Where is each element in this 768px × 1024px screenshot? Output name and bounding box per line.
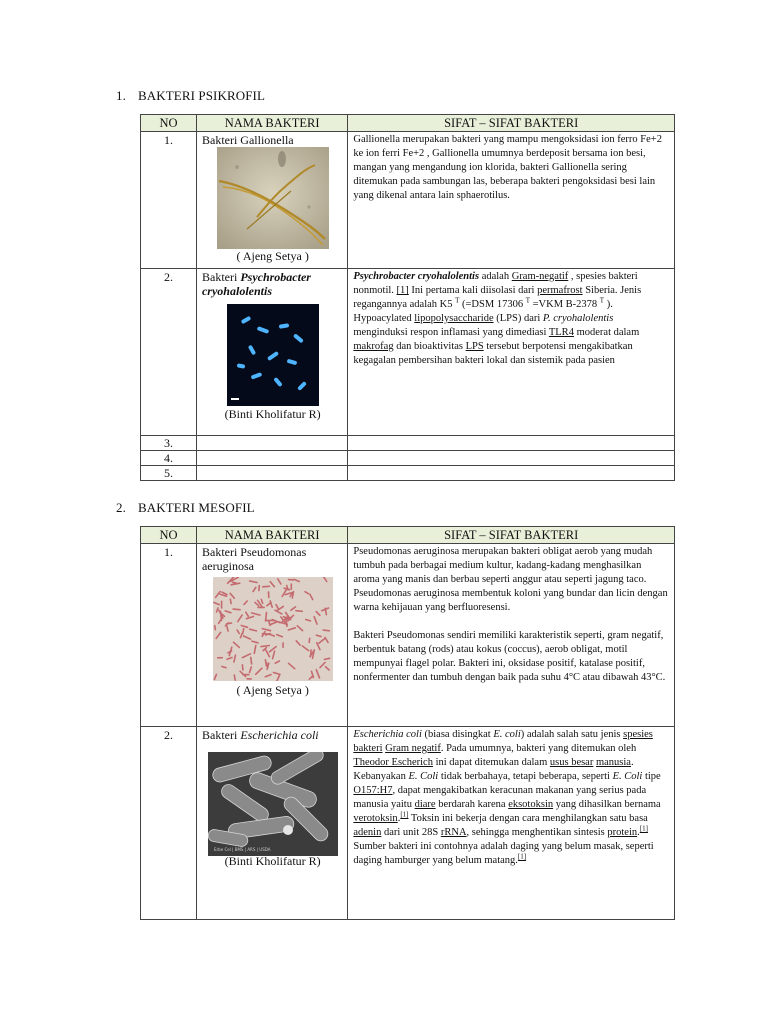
bacteria-name-cell [196,544,347,727]
rod-cell [296,611,302,612]
pseudomonas-micrograph [213,577,333,681]
header-nama-bakteri: NAMA BAKTERI [196,527,347,544]
table-row [141,727,675,920]
row-number: 2. [141,727,197,920]
link-manusia[interactable]: manusia [595,757,631,768]
link-spesies[interactable]: spesies [623,729,653,740]
link-usus-besar[interactable]: usus besar [549,757,594,768]
header-nama-bakteri: NAMA BAKTERI [196,115,347,132]
gallionella-micrograph [217,147,329,249]
empty-cell [196,436,347,451]
section-number: 1. [116,88,126,103]
row-number: 1. [141,132,197,269]
table-row [141,451,675,466]
link-verotoksin[interactable]: verotoksin [353,813,398,824]
bacteria-description: Gallionella merupakan bakteri yang mampu mengoksidasi ion ferro Fe+2 ke ion ferri Fe+2 , Gallionella umumnya berdeposit bersama ion besi, mangan yang mengandung ion klorida, bakteri Gallionella sering ditemukan pada sambungan las, beberapa bakteri pengoksidasi besi lain yang dikenal antara lain sphaerotilus. [348,132,675,269]
section-title: BAKTERI MESOFIL [138,500,255,515]
rod-cell [266,663,267,667]
bacteria-description: Escherichia coli (biasa disingkat E. coli) adalah salah satu jenis spesies bakteri Gram negatif. Pada umumnya, bakteri yang ditemukan oleh Theodor Escherich ini dapat ditemukan dalam usus besar manusia. Kebanyakan E. Coli tidak berbahaya, tetapi beberapa, seperti E. Coli tipe O157:H7, dapat mengakibatkan keracunan makanan yang serius pada manusia yaitu diare berdarah karena eksotoksin yang dihasilkan bernama verotoksin.[1] Toksin ini bekerja dengan cara menghilangkan satu basa adenin dari unit 28S rRNA, sehingga menghentikan sintesis protein.[1] Sumber bakteri ini contohnya adalah daging yang belum masak, seperti daging hamburger yang belum matang.[1] [348,727,675,920]
description-paragraph: Pseudomonas aeruginosa merupakan bakteri obligat aerob yang mudah tumbuh pada berbagai medium kultur, kadang-kadang menghasilkan aroma yang manis dan berbau seperti anggur atau seperti jagung taco. Pseudomonas aeruginosa membentuk koloni yang bundar dan licin dengan warna kehijauan yang berfluoresensi. [353,546,668,613]
link-protein[interactable]: protein [607,827,638,838]
empty-cell [348,466,675,481]
rod-cell [262,634,270,635]
image-credit: ( Ajeng Setya ) [236,683,309,697]
link-eksotoksin[interactable]: eksotoksin [508,799,554,810]
rod-cell [242,629,243,634]
bacteria-name: Bakteri Pseudomonas aeruginosa [201,545,307,573]
header-sifat-bakteri: SIFAT – SIFAT BAKTERI [348,115,675,132]
bacteria-name-cell [196,727,347,920]
section-heading-psikrofil [116,88,265,104]
table-row [141,269,675,436]
table-header-row [141,115,675,132]
rod-cell [233,609,240,610]
header-no: NO [141,527,197,544]
rod-cell [261,646,269,647]
psikrofil-table [140,114,675,481]
section-number: 2. [116,500,126,515]
table-row [141,132,675,269]
empty-cell [196,466,347,481]
link-lps[interactable]: LPS [465,341,484,352]
link-theodor-escherich[interactable]: Theodor Escherich [353,757,433,768]
table-row [141,436,675,451]
bacteria-name-italic: Psychrobacter cryohalolentis [201,270,311,298]
link-gram-negatif[interactable]: Gram negatif [385,743,441,754]
link-gram-negatif[interactable]: Gram-negatif [511,271,569,282]
section-title: BAKTERI PSIKROFIL [138,88,266,103]
row-number: 5. [141,466,197,481]
bacteria-description: Psychrobacter cryohalolentis adalah Gram-negatif , spesies bakteri nonmotil. [1] Ini pertama kali diisolasi dari permafrost Siberia. Jenis regangannya adalah K5 $^T$ (=DSM 17306 $^T$ =VKM B-2378 $^T$ ). Hypoacylated lipopolysaccharide (LPS) dari P. cryohalolentis menginduksi respon inflamasi yang dimediasi TLR4 moderat dalam makrofag dan bioaktivitas LPS tersebut berpotensi mengakibatkan kegagalan pembersihan bakteri lokal dan sistemik pada pasien [348,269,675,436]
psychrobacter-fluorescence-image [227,304,319,406]
row-number: 4. [141,451,197,466]
table-row [141,466,675,481]
table-row [141,544,675,727]
bacteria-name: Bakteri Psychrobacter cryohalolentis [201,270,311,298]
rod-cell [232,582,236,583]
link-diare[interactable]: diare [414,799,436,810]
rod-cell [309,638,310,642]
link-permafrost[interactable]: permafrost [537,285,583,296]
mesofil-table [140,526,675,920]
rod-cell [323,630,329,631]
image-credit: ( Ajeng Setya ) [236,249,309,263]
empty-cell [348,451,675,466]
rod-cell [234,675,235,680]
link-lipopolysaccharide[interactable]: lipopolysaccharide [414,313,494,324]
bacteria-name: Bakteri Gallionella [201,133,294,147]
rod-cell [324,658,329,659]
bacteria-name-cell [196,269,347,436]
row-number: 2. [141,269,197,436]
bacteria-name: Bakteri Escherichia coli [201,728,319,742]
bacteria-name-italic: Escherichia coli [240,728,319,742]
reference-link[interactable]: [1] [517,852,527,861]
rod-cell [265,613,266,622]
empty-cell [196,451,347,466]
reference-link[interactable]: [1] [400,810,409,819]
image-watermark: Erbe Cel | BMS | ARS | USDA [213,847,271,852]
header-no: NO [141,115,197,132]
link-adenin[interactable]: adenin [353,827,382,838]
section-heading-mesofil [116,500,255,516]
rod-cell [262,586,269,587]
row-number: 1. [141,544,197,727]
link-bakteri[interactable]: bakteri [353,743,383,754]
escherichia-coli-sem-image [208,752,338,856]
table-header-row [141,527,675,544]
link-tlr4[interactable]: TLR4 [548,327,574,338]
description-paragraph: Bakteri Pseudomonas sendiri memiliki karakteristik seperti, gram negatif, berbentuk batang (rods) atau kokus (coccus), aerob obligat, motil mempunyai flagel polar. Bakteri ini, oksidase positif, katalase positif, nonfermenter dan tumbuh dengan baik pada suhu 4°C atau dibawah 43°C. [353,630,666,683]
header-sifat-bakteri: SIFAT – SIFAT BAKTERI [348,527,675,544]
link-rrna[interactable]: rRNA [440,827,467,838]
rod-cell [230,599,231,603]
reference-link[interactable]: [1] [639,824,648,833]
row-number: 3. [141,436,197,451]
link-o157h7[interactable]: O157:H7 [353,785,393,796]
rod-cell [214,626,215,630]
bacteria-name-cell [196,132,347,269]
empty-cell [348,436,675,451]
rod-cell [250,657,251,664]
image-credit: (Binti Kholifatur R) [224,407,321,421]
bacteria-description [348,544,675,727]
rod-cell [242,665,243,670]
image-credit: (Binti Kholifatur R) [224,854,321,868]
link-makrofag[interactable]: makrofag [353,341,394,352]
reference-link[interactable]: [1] [396,285,409,296]
